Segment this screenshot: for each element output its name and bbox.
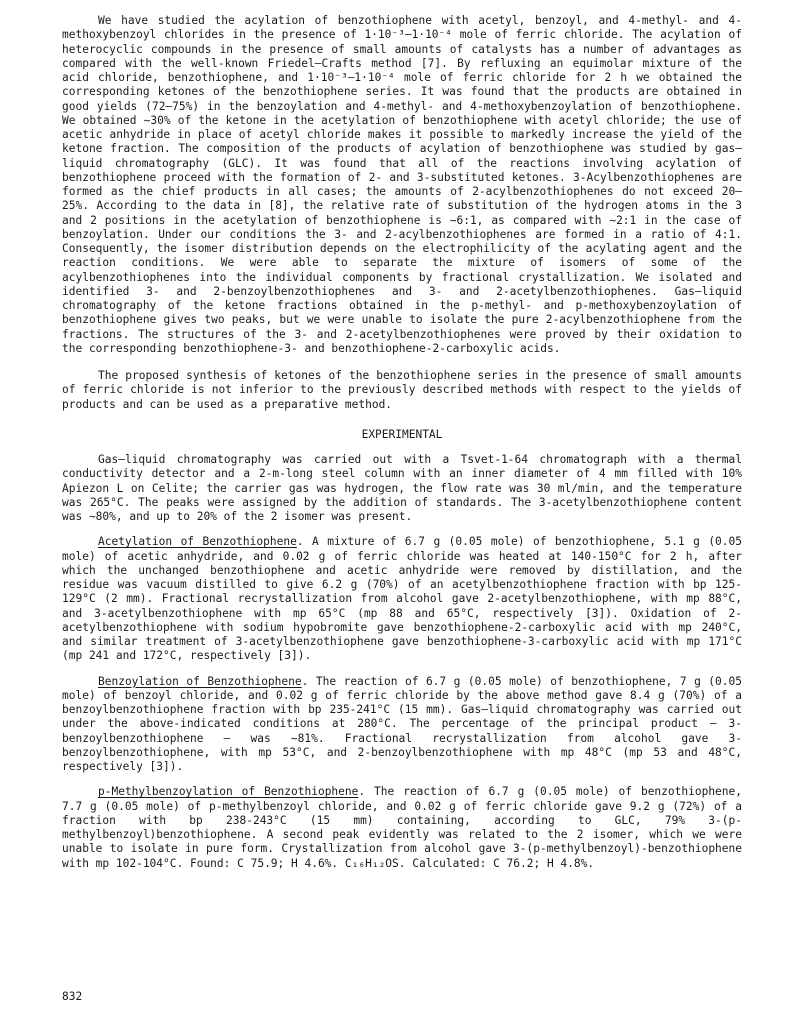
paragraph-conclusion: The proposed synthesis of ketones of the benzothiophene series in the presence of small amounts of ferric chloride is not inferior to the previously described methods with respect to the yields of products and can be used as a preparative method. — [62, 369, 742, 411]
paragraph-benzoylation — [62, 675, 742, 775]
subheading-acetylation: Acetylation of Benzothiophene — [98, 535, 297, 549]
subheading-benzoylation: Benzoylation of Benzothiophene — [98, 674, 302, 688]
paragraph-gas-liquid-chromatography: Gas–liquid chromatography was carried out with a Tsvet-1-64 chromatograph with a thermal conductivity detector and a 2-m-long steel column with an inner diameter of 4 mm filled with 10% Apiezon L on Celite; the carrier gas was hydrogen, the flow rate was 30 ml/min, and the temperature was 265°C. The peaks were assigned by the addition of standards. The 3-acetylbenzothiophene content was ∼80%, and up to 20% of the 2 isomer was present. — [62, 453, 742, 523]
text-methylbenzoylation: . The reaction of 6.7 g (0.05 mole) of benzothiophene, 7.7 g (0.05 mole) of p-methylbenzoyl chloride, and 0.02 g of ferric chloride gave 9.2 g (72%) of a fraction with bp 238-243°C (15 mm) containing, according to GLC, 79% 3-(p-methylbenzoyl)benzothiophene. A second peak evidently was related to the 2 isomer, which we were unable to isolate in pure form. Crystallization from alcohol gave 3-(p-methylbenzoyl)-benzothiophene with mp 102-104°C. Found: C 75.9; H 4.6%. C₁₆H₁₂OS. Calculated: C 76.2; H 4.8%. — [62, 785, 742, 870]
subheading-methylbenzoylation: p-Methylbenzoylation of Benzothiophene — [98, 785, 359, 799]
text-benzoylation: . The reaction of 6.7 g (0.05 mole) of benzothiophene, 7 g (0.05 mole) of benzoyl chloride, and 0.02 g of ferric chloride by the above method gave 8.4 g (70%) of a benzoylbenzothiophene fraction with bp 235-241°C (15 mm). Gas–liquid chromatography was carried out under the above-indicated conditions at 280°C. The percentage of the principal product — 3-benzoylbenzothiophene — was ∼81%. Fractional recrystallization from alcohol gave 3-benzoylbenzothiophene, with mp 53°C, and 2-benzoylbenzothiophene with mp 48°C (mp 53 and 48°C, respectively [3]). — [62, 674, 742, 773]
paragraph-methylbenzoylation — [62, 785, 742, 871]
text-acetylation: . A mixture of 6.7 g (0.05 mole) of benzothiophene, 5.1 g (0.05 mole) of acetic anhydride, and 0.02 g of ferric chloride was heated at 140-150°C for 2 h, after which the unchanged benzothiophene and acetic anhydride were removed by distillation, and the residue was vacuum distilled to give 6.2 g (70%) of an acetylbenzothiophene fraction with bp 125-129°C (2 mm). Fractional recrystallization from alcohol gave 2-acetylbenzothiophene, with mp 88°C, and 3-acetylbenzothiophene with mp 65°C (mp 88 and 65°C, respectively [3]). Oxidation of 2-acetylbenzothiophene with sodium hypobromite gave benzothiophene-2-carboxylic acid with mp 240°C, and similar treatment of 3-acetylbenzothiophene gave benzothiophene-3-carboxylic acid with mp 171°C (mp 241 and 172°C, respectively [3]). — [62, 535, 742, 663]
page-body — [62, 14, 742, 871]
page-number: 832 — [62, 990, 83, 1003]
section-heading-experimental: EXPERIMENTAL — [361, 427, 443, 441]
paragraph-acetylation — [62, 535, 742, 663]
paragraph-introduction: We have studied the acylation of benzothiophene with acetyl, benzoyl, and 4-methyl- and 4-methoxybenzoyl chlorides in the presence of 1·10⁻³–1·10⁻⁴ mole of ferric chloride. The acylation of heterocyclic compounds in the presence of small amounts of catalysts has a number of advantages as compared with the well-known Friedel–Crafts method [7]. By refluxing an equimolar mixture of the acid chloride, benzothiophene, and 1·10⁻³–1·10⁻⁴ mole of ferric chloride for 2 h we obtained the corresponding ketones of the benzothiophene series. It was found that the products are obtained in good yields (72–75%) in the benzoylation and 4-methyl- and 4-methoxybenzoylation of benzothiophene. We obtained ∼30% of the ketone in the acetylation of benzothiophene with acetyl chloride; the use of acetic anhydride in place of acetyl chloride makes it possible to markedly increase the yield of the ketone fraction. The composition of the products of acylation of benzothiophene was studied by gas–liquid chromatography (GLC). It was found that all of the reactions involving acylation of benzothiophene proceed with the formation of 2- and 3-substituted ketones. 3-Acylbenzothiophenes are formed as the chief products in all cases; the amounts of 2-acylbenzothiophenes do not exceed 20–25%. According to the data in [8], the relative rate of substitution of the hydrogen atoms in the 3 and 2 positions in the acetylation of benzothiophene is ∼6:1, as compared with ∼2:1 in the case of benzoylation. Under our conditions the 3- and 2-acylbenzothiophenes are formed in a ratio of 4:1. Consequently, the isomer distribution depends on the electrophilicity of the acylating agent and the reaction conditions. We were able to separate the mixture of isomers of some of the acylbenzothiophenes into the individual components by fractional crystallization. We isolated and identified 3- and 2-benzoylbenzothiophenes and 3- and 2-acetylbenzothiophenes. Gas–liquid chromatography of the ketone fractions obtained in the p-methyl- and p-methoxybenzoylation of benzothiophene gives two peaks, but we were unable to isolate the pure 2-acylbenzothiophene from the fractions. The structures of the 3- and 2-acetylbenzothiophenes were proved by their oxidation to the corresponding benzothiophene-3- and benzothiophene-2-carboxylic acids. — [62, 14, 742, 355]
